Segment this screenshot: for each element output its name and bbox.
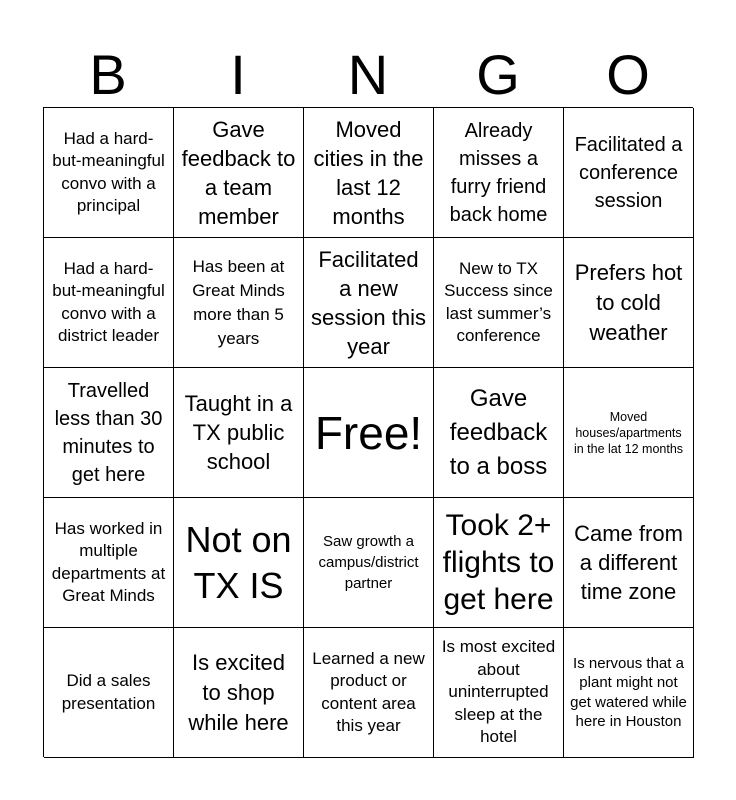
cell-text: Gave feedback to a boss	[449, 384, 548, 480]
bingo-cell[interactable]	[304, 108, 434, 238]
bingo-cell[interactable]	[174, 238, 304, 368]
cell-text: Gave feedback to a team member	[181, 116, 296, 229]
bingo-cell[interactable]	[434, 368, 564, 498]
bingo-cell[interactable]	[44, 498, 174, 628]
bingo-cell[interactable]	[174, 498, 304, 628]
cell-text: Had a hard-but-meaningful convo with a principal	[52, 128, 165, 215]
bingo-cell[interactable]	[564, 108, 694, 238]
bingo-cell[interactable]	[304, 628, 434, 758]
header-letter-b: B	[89, 43, 127, 106]
bingo-cell[interactable]	[564, 628, 694, 758]
cell-text: Moved cities in the last 12 months	[313, 116, 424, 229]
cell-text: Had a hard-but-meaningful convo with a district leader	[52, 258, 165, 345]
cell-text: Is most excited about uninterrupted sleep at the hotel	[441, 637, 556, 747]
header-letter-n: N	[347, 43, 389, 106]
cell-text: New to TX Success since last summer’s conference	[444, 258, 553, 345]
cell-text: Not on TX IS	[185, 518, 292, 606]
bingo-cell[interactable]	[44, 108, 174, 238]
bingo-cell[interactable]	[564, 368, 694, 498]
bingo-cell[interactable]	[434, 498, 564, 628]
bingo-cell[interactable]	[564, 498, 694, 628]
cell-text: Came from a different time zone	[574, 521, 683, 604]
cell-text: Is excited to shop while here	[188, 649, 289, 735]
cell-text: Prefers hot to cold weather	[574, 259, 683, 345]
bingo-cell[interactable]	[174, 368, 304, 498]
cell-text: Learned a new product or content area this year	[312, 648, 425, 735]
free-space-text: Free!	[314, 406, 423, 459]
bingo-cell[interactable]	[174, 108, 304, 238]
cell-text: Travelled less than 30 minutes to get here	[54, 379, 163, 486]
bingo-cell[interactable]	[44, 628, 174, 758]
bingo-cell[interactable]	[434, 238, 564, 368]
cell-text: Took 2+ flights to get here	[442, 509, 555, 616]
bingo-board	[43, 107, 693, 757]
header-letter-g: G	[476, 43, 520, 106]
cell-text: Already misses a furry friend back home	[449, 119, 548, 226]
bingo-cell[interactable]	[564, 238, 694, 368]
header-letter-o: O	[606, 43, 650, 106]
cell-text: Is nervous that a plant might not get watered while here in Houston	[570, 654, 687, 730]
cell-text: Facilitated a conference session	[574, 133, 683, 212]
bingo-cell[interactable]	[434, 108, 564, 238]
cell-text: Has worked in multiple departments at Great Minds	[51, 518, 166, 605]
bingo-cell[interactable]	[44, 368, 174, 498]
bingo-cell[interactable]	[304, 498, 434, 628]
bingo-header	[43, 42, 693, 108]
bingo-cell-free[interactable]	[304, 368, 434, 498]
cell-text: Saw growth a campus/district partner	[318, 533, 419, 592]
bingo-cell[interactable]	[434, 628, 564, 758]
bingo-cell[interactable]	[174, 628, 304, 758]
bingo-cell[interactable]	[304, 238, 434, 368]
header-letter-i: I	[230, 43, 246, 106]
cell-text: Has been at Great Minds more than 5 years	[192, 256, 285, 348]
cell-text: Moved houses/apartments in the lat 12 months	[573, 409, 684, 456]
cell-text: Did a sales presentation	[61, 671, 156, 713]
cell-text: Taught in a TX public school	[184, 391, 293, 474]
cell-text: Facilitated a new session this year	[311, 246, 426, 359]
bingo-cell[interactable]	[44, 238, 174, 368]
